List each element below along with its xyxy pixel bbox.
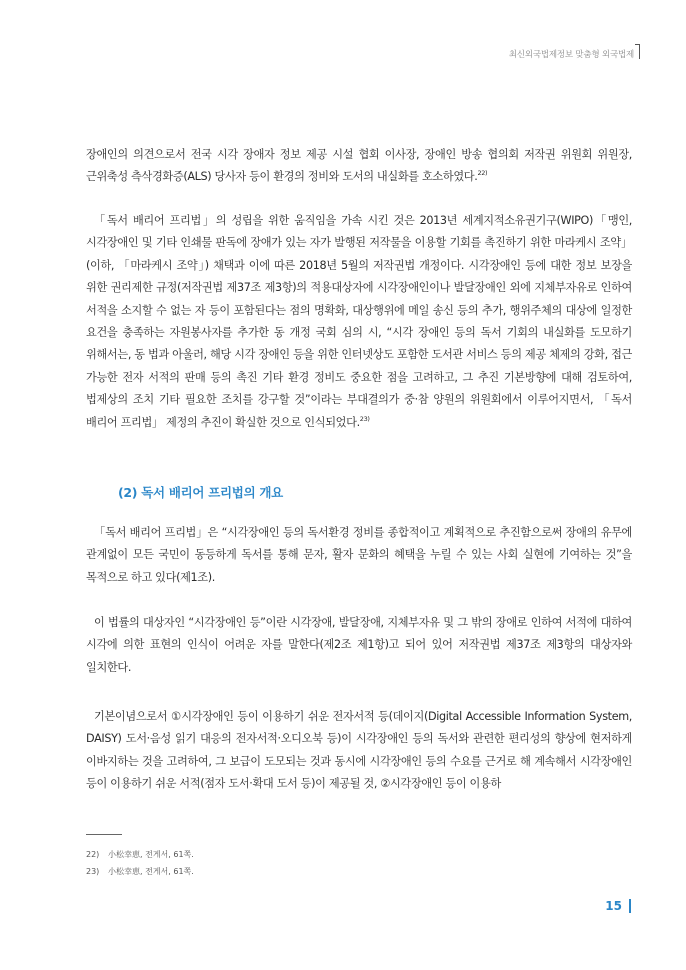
footnote-ref: 22) (477, 169, 488, 178)
paragraph-5 (86, 706, 632, 796)
footnote-divider (86, 834, 122, 835)
footnote-number: 23) (86, 867, 100, 876)
paragraph-text: 「독서 배리어 프리법」의 성립을 위한 움직임을 가속 시킨 것은 2013년 세계지적소유권기구(WIPO)「맹인, 시각장애인 및 기타 인쇄물 판독에 장애가 있는 자가 발행된 저작물을 이용할 기회를 촉진하기 위한 마라케시 조약」(이하, 「마라케시 조약」) 채택과 이에 따른 2018년 5월의 저작권법 개정이다. 시각장애인 등에 대한 정보 보장을 위한 권리제한 규정(저작권법 제37조 제3항)의 적용대상자에 시각장애인이나 발달장애인 외에 지체부자유로 인하여 서적을 소지할 수 없는 자 등이 포함된다는 점의 명확화, 대상행위에 메일 송신 등의 추가, 행위주체의 대상에 일정한 요건을 충족하는 자원봉사자를 추가한 동 개정 국회 심의 시, “시각 장애인 등의 독서 기회의 내실화를 도모하기 위해서는, 동 법과 아울러, 해당 시각 장애인 등을 위한 인터넷상도 포함한 도서관 서비스 등의 제공 체제의 강화, 접근 가능한 전자 서적의 판매 등의 촉진 기타 환경 정비도 중요한 점을 고려하고, 그 추진 기본방향에 대해 검토하여, 법제상의 조치 기타 필요한 조치를 강구할 것”이라는 부대결의가 중·참 양원의 위원회에서 이루어지면서, 「독서 배리어 프리법」 제정의 추진이 확실한 것으로 인식되었다. (86, 214, 632, 429)
paragraph-text: 「독서 배리어 프리법」은 “시각장애인 등의 독서환경 정비를 종합적이고 계획적으로 추진함으로써 장애의 유무에 관계없이 모든 국민이 동등하게 독서를 통해 문자, 활자 문화의 혜택을 누릴 수 있는 사회 실현에 기여하는 것”을 목적으로 하고 있다(제1조). (86, 526, 632, 584)
paragraph-text: 기본이념으로서 ①시각장애인 등이 이용하기 쉬운 전자서적 등(데이지(Digital Accessible Information System, DAISY) 도서·음성 읽기 대응의 전자서적·오디오북 등)이 시각장애인 등의 독서와 관련한 편리성의 향상에 현저하게 이바지하는 것을 고려하여, 그 보급이 도모되는 것과 동시에 시각장애인 등의 수요를 근거로 해 계속해서 시각장애인 등이 이용하기 쉬운 서적(점자 도서·확대 도서 등)이 제공될 것, ②시각장애인 등이 이용하 (86, 710, 632, 791)
paragraph-1 (86, 144, 632, 189)
section-heading: (2) 독서 배리어 프리법의 개요 (118, 485, 283, 500)
paragraph-text: 이 법률의 대상자인 “시각장애인 등”이란 시각장애, 발달장애, 지체부자유 및 그 밖의 장애로 인하여 서적에 대하여 시각에 의한 표현의 인식이 어려운 자를 말한다(제2조 제1항)고 되어 있어 저작권법 제37조 제3항의 대상자와 일치한다. (86, 616, 632, 674)
footnote-text: 小松幸恵, 전게서, 61쪽. (108, 850, 194, 859)
page-number-bar (629, 899, 631, 913)
footnote-ref: 23) (359, 414, 370, 423)
paragraph-4 (86, 612, 632, 679)
paragraph-2 (86, 210, 632, 434)
paragraph-3 (86, 522, 632, 589)
footnote-text: 小松幸恵, 전게서, 61쪽. (108, 867, 194, 876)
page-number: 15 (605, 899, 622, 913)
footnote-22 (86, 849, 194, 860)
header-bracket-mark (635, 44, 640, 59)
footnote-23 (86, 866, 194, 877)
paragraph-text: 장애인의 의견으로서 전국 시각 장애자 정보 제공 시설 협회 이사장, 장애인 방송 협의회 저작권 위원회 위원장, 근위축성 측삭경화증(ALS) 당사자 등이 환경의 정비와 도서의 내실화를 호소하였다. (86, 148, 632, 184)
footnote-number: 22) (86, 850, 100, 859)
running-header: 최신외국법제정보 맞춤형 외국법제 (508, 50, 634, 60)
